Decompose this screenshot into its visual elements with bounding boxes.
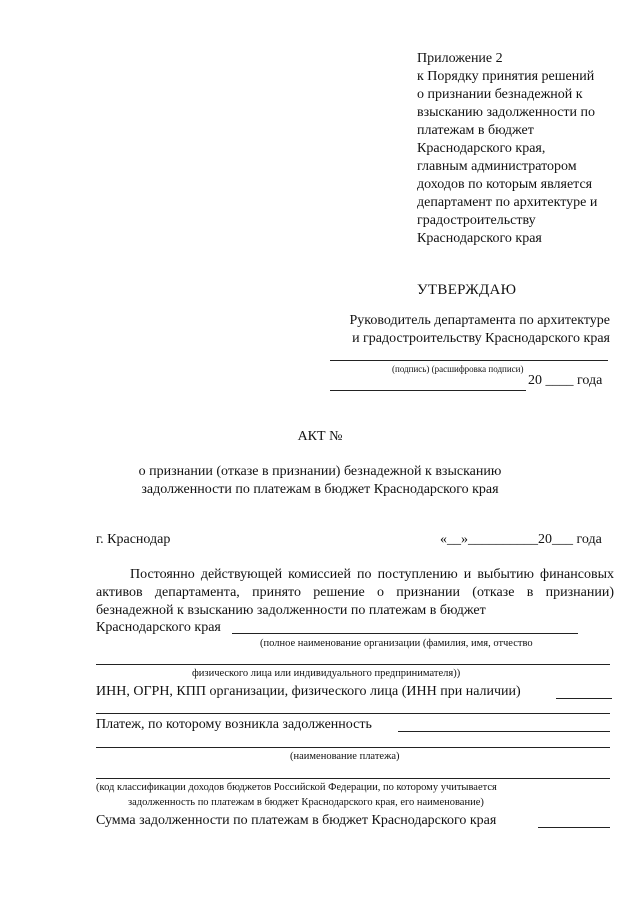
inn-field-line-2 (96, 713, 610, 714)
appendix-line: к Порядку принятия решений (417, 69, 595, 84)
payment-label: Платеж, по которому возникла задолженность (96, 717, 372, 732)
organization-caption: (полное наименование организации (фамилия, имя, отчество (260, 638, 533, 649)
decision-text: Постоянно действующей комиссией по поступлению и выбытию финансовых активов департамента, принято решение о признании (отказе в признании) безнадежной к взысканию задолженности по платежам в бюджет (96, 567, 614, 618)
approver-position-line: и градостроительству Краснодарского края (352, 331, 610, 346)
appendix-line: Приложение 2 (417, 51, 503, 66)
appendix-header (417, 50, 622, 248)
signature-caption: (подпись) (расшифровка подписи) (392, 364, 524, 374)
act-title-block (80, 428, 560, 446)
organization-line (232, 633, 578, 634)
approver-position-line: Руководитель департамента по архитектуре (349, 313, 610, 328)
organization-line-2 (96, 664, 610, 665)
act-city: г. Краснодар (96, 532, 171, 547)
decision-paragraph (96, 566, 614, 620)
budget-code-line (96, 778, 610, 779)
organization-caption-2: физического лица или индивидуального предпринимателя)) (192, 668, 461, 679)
payment-caption: (наименование платежа) (290, 751, 400, 762)
appendix-line: взысканию задолженности по (417, 105, 596, 120)
appendix-line: главным администратором (417, 159, 577, 174)
signature-line (330, 360, 608, 361)
payment-field-line-2 (96, 747, 610, 748)
budget-code-caption: (код классификации доходов бюджетов Российской Федерации, по которому учитывается (96, 782, 497, 793)
approve-title: УТВЕРЖДАЮ (417, 282, 517, 298)
appendix-line: доходов по которым является (417, 177, 593, 192)
inn-label: ИНН, ОГРН, КПП организации, физического лица (ИНН при наличии) (96, 684, 521, 699)
appendix-line: Краснодарского края (417, 231, 542, 246)
payment-field-line (398, 731, 610, 732)
act-subtitle (80, 463, 560, 499)
appendix-line: платежам в бюджет (417, 123, 534, 138)
act-subtitle-line: о признании (отказе в признании) безнадежной к взысканию (138, 464, 502, 479)
approver-position (320, 312, 610, 348)
region-label: Краснодарского края (96, 620, 221, 635)
act-date: «__»__________20___ года (440, 532, 602, 547)
appendix-line: градостроительству (417, 213, 536, 228)
act-subtitle-line: задолженности по платежам в бюджет Краснодарского края (141, 482, 499, 497)
budget-code-caption-2: задолженность по платежам в бюджет Краснодарского края, его наименование) (128, 797, 484, 808)
approval-date: 20 ____ года (528, 373, 603, 388)
act-title: АКТ № (297, 429, 343, 444)
approval-date-line (330, 390, 526, 391)
appendix-line: о признании безнадежной к (417, 87, 583, 102)
appendix-line: Краснодарского края, (417, 141, 546, 156)
debt-sum-field-line (538, 827, 610, 828)
appendix-line: департамент по архитектуре и (417, 195, 598, 210)
debt-sum-label: Сумма задолженности по платежам в бюджет Краснодарского края (96, 813, 497, 828)
inn-field-line (556, 698, 612, 699)
